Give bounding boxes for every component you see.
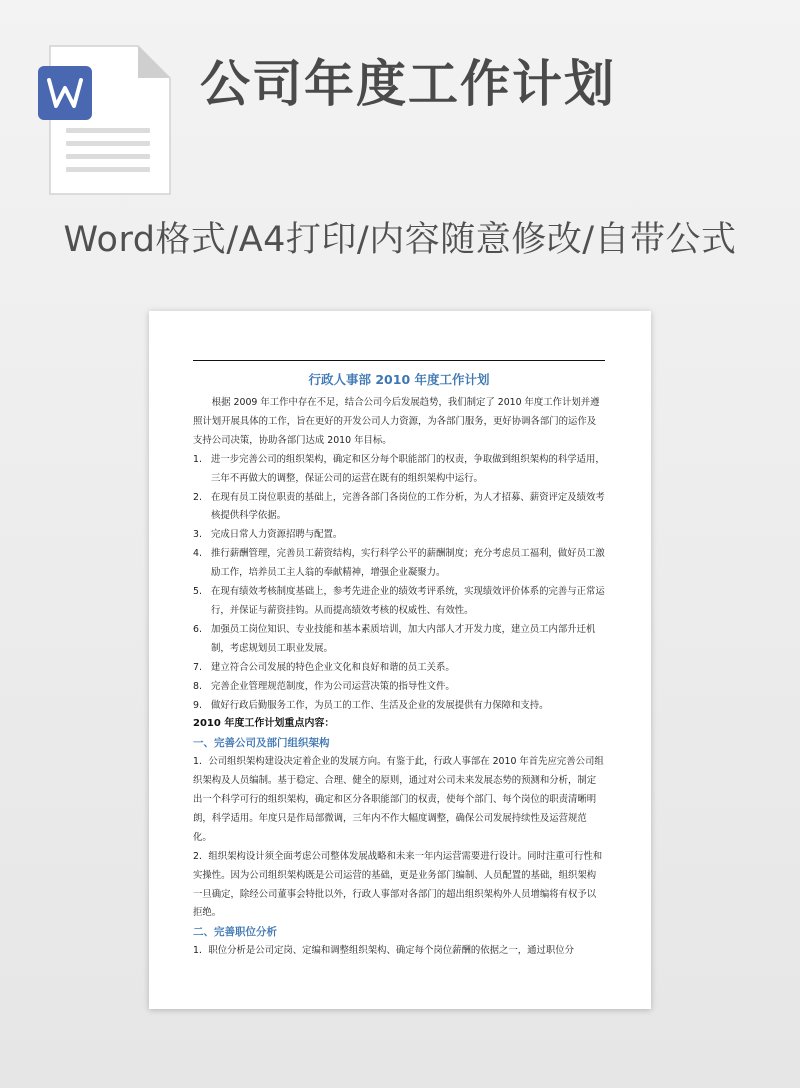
section-paragraph: 1．公司组织架构建设决定着企业的发展方向。有鉴于此，行政人事部在 2010 年首先应完善公司组织架构及人员编制。基于稳定、合理、健全的原则，通过对公司未来发展态势的预测和分析，制定出一个科学可行的组织架构，确定和区分各职能部门的权责，使每个部门、每个岗位的职责清晰明朗，科学适用。年度只是作局部微调，三年内不作大幅度调整，确保公司发展持续性及运营规范化。 (193, 756, 604, 843)
list-text: 建立符合公司发展的特色企业文化和良好和谐的员工关系。 (211, 661, 455, 673)
intro-paragraph: 根据 2009 年工作中存在不足，结合公司今后发展趋势，我们制定了 2010 年度工作计划并遵照计划开展具体的工作，旨在更好的开发公司人力资源，为各部门服务，更好协调各部门的运作及支持公司决策，协助各部门达成 2010 年目标。 (193, 397, 600, 446)
tagline: Word格式/A4打印/内容随意修改/自带公式 (63, 220, 737, 260)
target-list (193, 451, 605, 716)
list-item (193, 697, 605, 716)
list-number: 6. (193, 623, 202, 635)
section-paragraph: 1．职位分析是公司定岗、定编和调整组织架构、确定每个岗位薪酬的依据之一，通过职位分 (193, 945, 574, 957)
list-number: 7. (193, 661, 202, 673)
list-item (193, 621, 605, 659)
list-item (193, 545, 605, 583)
list-text: 在现有员工岗位职责的基础上，完善各部门各岗位的工作分析，为人才招募、薪资评定及绩效考核提供科学依据。 (211, 491, 605, 522)
list-text: 在现有绩效考核制度基础上，参考先进企业的绩效考评系统，实现绩效评价体系的完善与正常运行，并保证与薪资挂钩。从而提高绩效考核的权威性、有效性。 (211, 586, 605, 616)
section-heading-org-structure: 一、完善公司及部门组织架构 (193, 737, 330, 750)
list-number: 9. (193, 699, 202, 711)
document-body (193, 369, 605, 961)
list-text: 做好行政后勤服务工作，为员工的工作、生活及企业的发展提供有力保障和支持。 (211, 699, 549, 711)
document-title: 行政人事部 2010 年度工作计划 (308, 372, 490, 387)
list-number: 2. (193, 491, 202, 503)
list-number: 4. (193, 548, 202, 560)
list-item (193, 659, 605, 678)
header-rule (193, 360, 605, 361)
list-item (193, 526, 605, 545)
list-text: 加强员工岗位知识、专业技能和基本素质培训，加大内部人才开发力度，建立员工内部升迁机制，考虑规划员工职业发展。 (211, 623, 596, 654)
list-text: 完成日常人力资源招聘与配置。 (211, 529, 343, 541)
list-number: 1. (193, 453, 202, 465)
list-number: 5. (193, 586, 202, 598)
section-heading-job-analysis: 二、完善职位分析 (193, 926, 277, 939)
word-file-icon (38, 44, 176, 200)
list-item (193, 678, 605, 697)
section-paragraph: 2．组织架构设计须全面考虑公司整体发展战略和未来一年内运营需要进行设计。同时注重可行性和实操性。因为公司组织架构既是公司运营的基础，更是业务部门编制、人员配置的基础，组织架构一旦确定，除经公司董事会特批以外，行政人事部对各部门的超出组织架构外人员增编将有权予以拒绝。 (193, 850, 603, 919)
document-preview (149, 311, 651, 1009)
list-item (193, 489, 605, 527)
list-item (193, 451, 605, 489)
list-item (193, 583, 605, 621)
list-text: 完善企业管理规范制度，作为公司运营决策的指导性文件。 (211, 680, 455, 692)
list-text: 进一步完善公司的组织架构，确定和区分每个职能部门的权责，争取做到组织架构的科学适用，三年不再做大的调整，保证公司的运营在既有的组织架构中运行。 (211, 453, 605, 484)
page-title: 公司年度工作计划 (200, 55, 616, 113)
list-number: 3. (193, 529, 202, 541)
key-points-heading: 2010 年度工作计划重点内容： (193, 718, 335, 730)
list-text: 推行薪酬管理，完善员工薪资结构，实行科学公平的薪酬制度；充分考虑员工福利，做好员工激励工作，培养员工主人翁的奉献精神，增强企业凝聚力。 (211, 548, 605, 579)
file-icon-graphic (38, 44, 176, 200)
list-number: 8. (193, 680, 202, 692)
